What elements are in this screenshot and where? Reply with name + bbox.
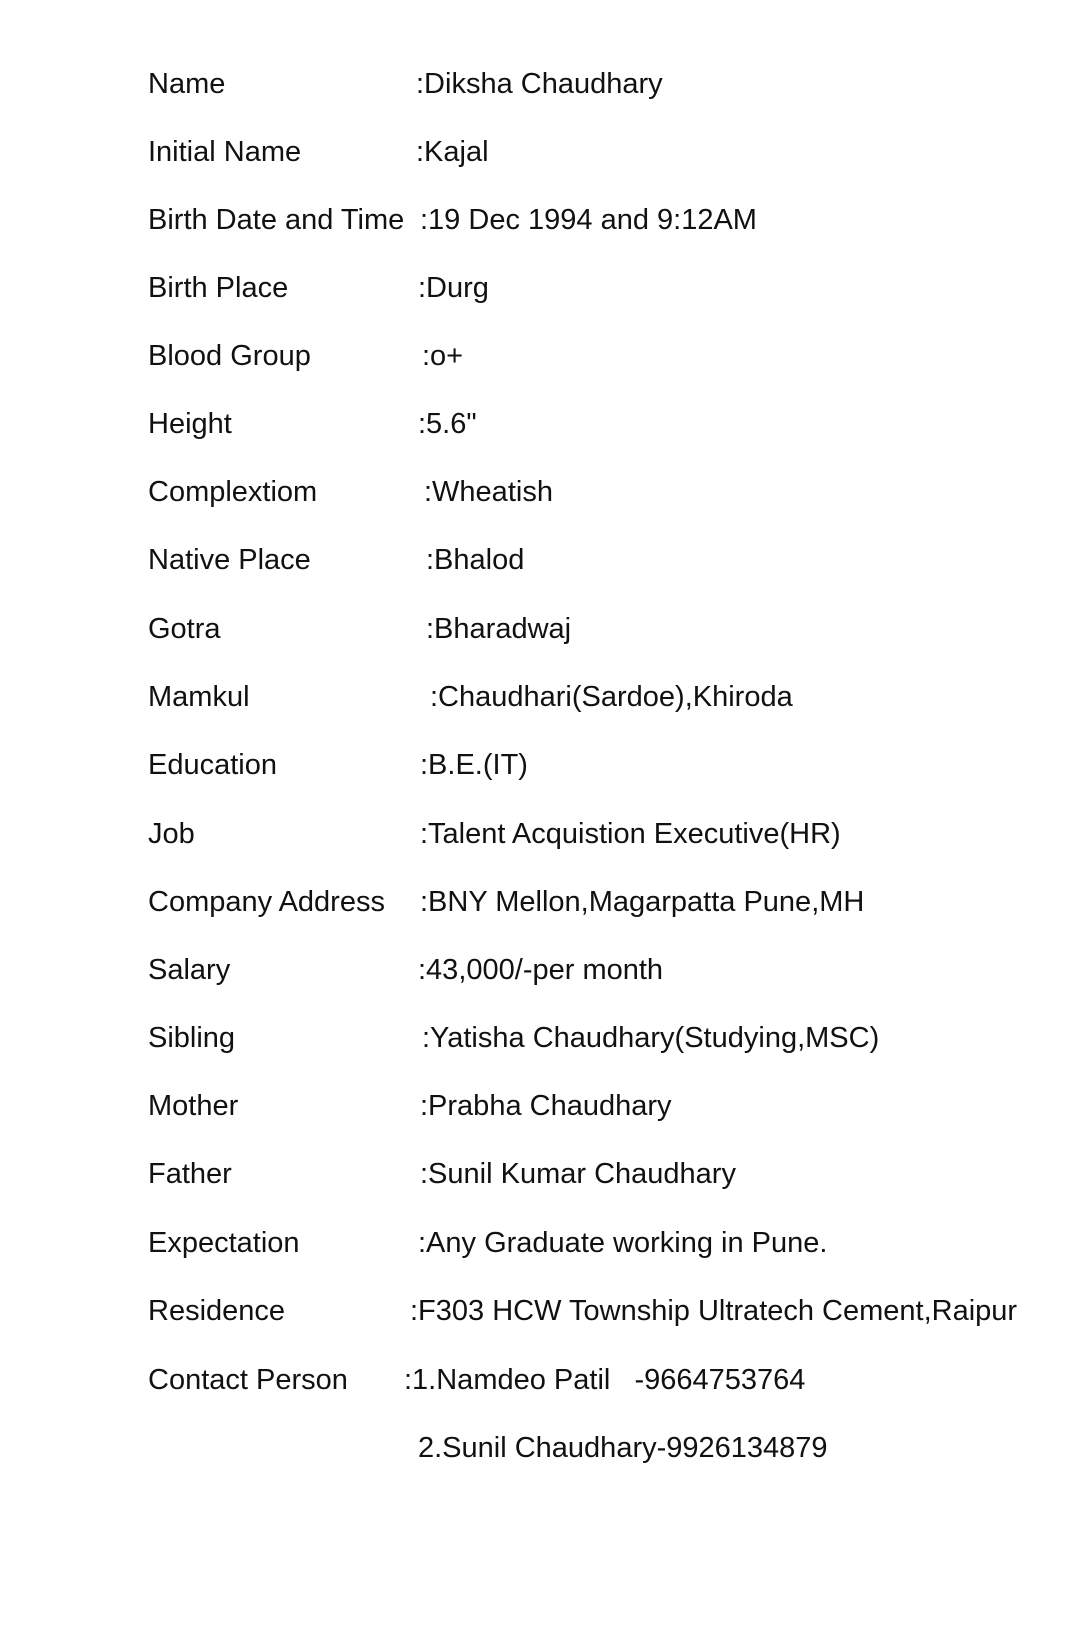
field-value: 2.Sunil Chaudhary-9926134879 bbox=[418, 1432, 828, 1464]
field-value: :BNY Mellon,Magarpatta Pune,MH bbox=[420, 886, 865, 918]
field-label: Complextiom bbox=[148, 476, 318, 508]
field-height bbox=[0, 400, 1080, 448]
field-value: :19 Dec 1994 and 9:12AM bbox=[420, 204, 757, 236]
field-label: Salary bbox=[148, 954, 231, 986]
field-sibling bbox=[0, 1014, 1080, 1062]
field-residence bbox=[0, 1287, 1080, 1335]
field-value: :Bharadwaj bbox=[426, 613, 572, 645]
field-value: :Durg bbox=[418, 272, 489, 304]
field-salary bbox=[0, 946, 1080, 994]
field-label: Initial Name bbox=[148, 136, 302, 168]
field-label: Birth Place bbox=[148, 272, 289, 304]
field-label: Height bbox=[148, 408, 232, 440]
field-label: Residence bbox=[148, 1295, 286, 1327]
field-value: :Bhalod bbox=[426, 544, 525, 576]
field-value: :5.6" bbox=[418, 408, 477, 440]
field-initial-name bbox=[0, 128, 1080, 176]
field-value: :Prabha Chaudhary bbox=[420, 1090, 672, 1122]
field-value: :Any Graduate working in Pune. bbox=[418, 1227, 828, 1259]
field-label: Expectation bbox=[148, 1227, 300, 1259]
field-contact-person bbox=[0, 1356, 1080, 1404]
field-value: :Talent Acquistion Executive(HR) bbox=[420, 818, 841, 850]
field-value: :Wheatish bbox=[424, 476, 553, 508]
field-education bbox=[0, 741, 1080, 789]
field-value: :Diksha Chaudhary bbox=[416, 68, 663, 100]
field-expectation bbox=[0, 1219, 1080, 1267]
field-label: Job bbox=[148, 818, 195, 850]
field-label: Contact Person bbox=[148, 1364, 348, 1396]
field-value: :o+ bbox=[422, 340, 464, 372]
field-value: :Sunil Kumar Chaudhary bbox=[420, 1158, 736, 1190]
field-label: Education bbox=[148, 749, 277, 781]
field-gotra bbox=[0, 605, 1080, 653]
field-label: Native Place bbox=[148, 544, 311, 576]
field-label: Sibling bbox=[148, 1022, 236, 1054]
field-value: :Chaudhari(Sardoe),Khiroda bbox=[430, 681, 793, 713]
field-contact-person-2 bbox=[0, 1424, 1080, 1472]
field-birth-date-time bbox=[0, 196, 1080, 244]
field-value: :B.E.(IT) bbox=[420, 749, 528, 781]
field-company-address bbox=[0, 878, 1080, 926]
field-label: Company Address bbox=[148, 886, 385, 918]
field-complexion bbox=[0, 468, 1080, 516]
field-value: :Yatisha Chaudhary(Studying,MSC) bbox=[422, 1022, 880, 1054]
field-value: :43,000/-per month bbox=[418, 954, 664, 986]
field-value: :1.Namdeo Patil -9664753764 bbox=[404, 1364, 806, 1396]
field-name bbox=[0, 60, 1080, 108]
field-label: Father bbox=[148, 1158, 232, 1190]
field-father bbox=[0, 1150, 1080, 1198]
field-label: Birth Date and Time bbox=[148, 204, 405, 236]
field-value: :Kajal bbox=[416, 136, 489, 168]
field-native-place bbox=[0, 536, 1080, 584]
field-mother bbox=[0, 1082, 1080, 1130]
field-label: Name bbox=[148, 68, 226, 100]
field-label: Blood Group bbox=[148, 340, 311, 372]
field-birth-place bbox=[0, 264, 1080, 312]
field-label: Gotra bbox=[148, 613, 221, 645]
field-blood-group bbox=[0, 332, 1080, 380]
field-job bbox=[0, 810, 1080, 858]
field-mamkul bbox=[0, 673, 1080, 721]
field-label: Mother bbox=[148, 1090, 239, 1122]
field-label: Mamkul bbox=[148, 681, 250, 713]
field-value: :F303 HCW Township Ultratech Cement,Raipur bbox=[410, 1295, 1018, 1327]
